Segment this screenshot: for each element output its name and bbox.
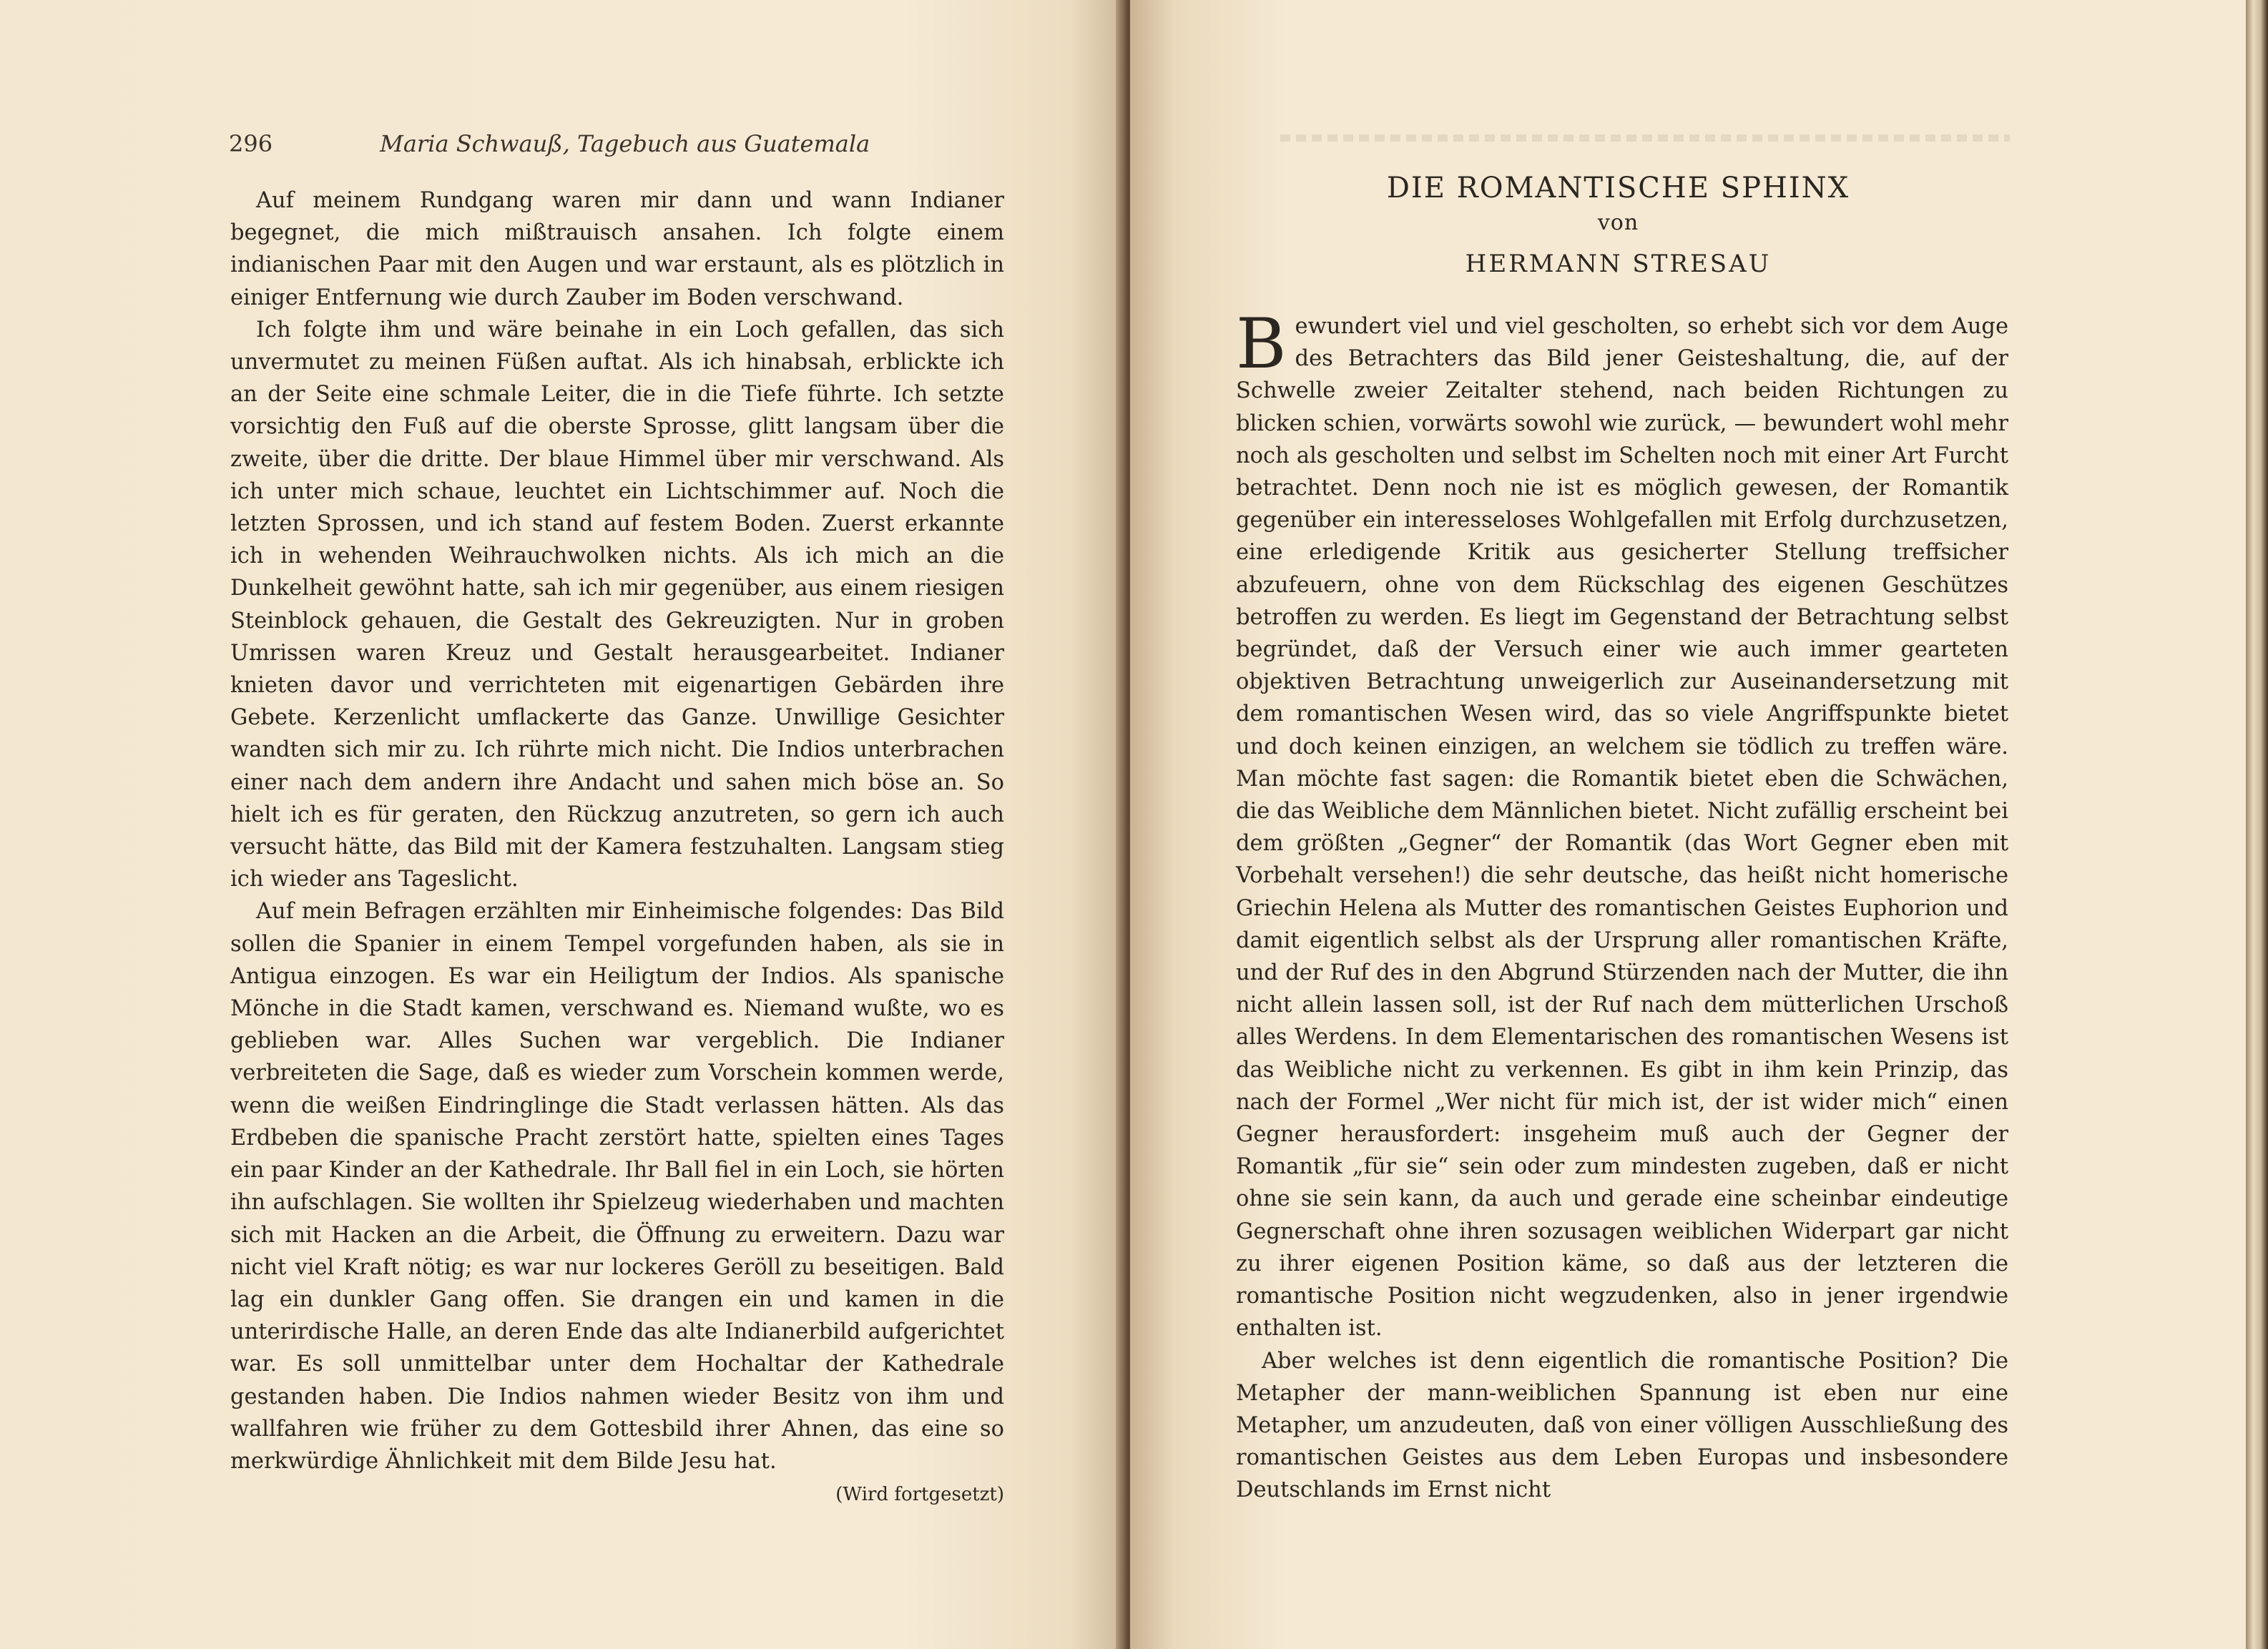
page-edge xyxy=(2246,0,2268,1649)
opening-text: ewundert viel und viel gescholten, so erhebt sich vor dem Auge des Betrachters das Bild jener Geisteshaltung, die, auf der Schwelle zweier Zeitalter stehend, nach beiden Richtungen zu blicken schien, vorwärts sowohl wie zurück, — bewundert wohl mehr noch als gescholten und selbst im Schelten noch mit einer Art Furcht betrachtet. Denn noch nie ist es möglich gewesen, der Romantik gegenüber ein interesseloses Wohlgefallen mit Erfolg durchzusetzen, eine erledigende Kritik aus gesicherter Stellung treffsicher abzufeuern, ohne von dem Rückschlag des eigenen Geschützes betroffen zu werden. Es liegt im Gegenstand der Betrachtung selbst begründet, daß der Versuch einer wie auch immer gearteten objektiven Betrachtung unweigerlich zur Auseinandersetzung mit dem romantischen Wesen wird, das so viele Angriffspunkte bietet und doch keinen einzigen, an welchem sie tödlich zu treffen wäre. Man möchte fast sagen: die Romantik bietet eben die Schwächen, die das Weibliche dem Männlichen bietet. Nicht zufällig erscheint bei dem größten „Gegner“ der Romantik (das Wort Gegner eben mit Vorbehalt versehen!) die sehr deutsche, das heißt nicht homerische Griechin Helena als Mutter des romantischen Geistes Euphorion und damit eigentlich selbst als der Ursprung aller romantischen Kräfte, und der Ruf des in den Abgrund Stürzenden nach der Mutter, die ihn nicht allein lassen soll, ist der Ruf nach dem mütterlichen Urschoß alles Werdens. In dem Elementarischen des romantischen Wesens ist das Weibliche nicht zu verkennen. Es gibt in ihm kein Prinzip, das nach der Formel „Wer nicht für mich ist, der ist wider mich“ einen Gegner herausfordert: insgeheim muß auch der Gegner der Romantik „für sie“ sein oder zum mindesten zugeben, daß er nicht ohne sie sein kann, da auch und gerade eine scheinbar eindeutige Gegnerschaft ohne ihren sozusagen weiblichen Widerpart gar nicht zu ihrer eigenen Position käme, so daß aus der letzteren die romantische Position nicht wegzudenken, also in jener irgendwie enthalten ist. xyxy=(1236,314,2008,1342)
continuation-note: (Wird fortgesetzt) xyxy=(835,1484,1004,1506)
byline-von: von xyxy=(1597,210,1639,235)
paragraph: Aber welches ist denn eigentlich die romantische Position? Die Metapher der mann-weiblichen Spannung ist eben nur eine Metapher, um anzudeuten, daß von einer völligen Ausschließung des romantischen Geistes aus dem Leben Europas und insbesondere Deutschlands im Ernst nicht xyxy=(1236,1348,2008,1503)
left-text-block xyxy=(230,184,1004,1511)
left-page xyxy=(0,0,1126,1649)
paragraph: Auf mein Befragen erzählten mir Einheimische folgendes: Das Bild sollen die Spanier in einem Tempel vorgefunden haben, als sie in Antigua einzogen. Es war ein Heiligtum der Indios. Als spanische Mönche in die Stadt kamen, verschwand es. Niemand wußte, wo es geblieben war. Alles Suchen war vergeblich. Die Indianer verbreiteten die Sage, daß es wieder zum Vorschein kommen werde, wenn die weißen Eindringlinge die Stadt verlassen hätten. Als das Erdbeben die spanische Pracht zerstört hatte, spielten eines Tages ein paar Kinder an der Kathedrale. Ihr Ball fiel in ein Loch, sie hörten ihn aufschlagen. Sie wollten ihr Spielzeug wiederhaben und machten sich mit Hacken an die Arbeit, die Öffnung zu erweitern. Dazu war nicht viel Kraft nötig; es war nur lockeres Geröll zu beseitigen. Bald lag ein dunkler Gang offen. Sie drangen ein und kamen in die unterirdische Halle, an deren Ende das alte Indianerbild aufgerichtet war. Es soll unmittelbar unter dem Hochaltar der Kathedrale gestanden haben. Die Indios nahmen wieder Besitz von ihm und wallfahren wie früher zu dem Gottesbild ihrer Ahnen, das eine so merkwürdige Ähnlichkeit mit dem Bilde Jesu hat. xyxy=(230,899,1004,1474)
running-head xyxy=(229,130,944,157)
right-text-block xyxy=(1236,304,2008,1507)
opening-paragraph xyxy=(1236,304,2008,1345)
article-author: HERMANN STRESAU xyxy=(1465,250,1772,278)
article-title: DIE ROMANTISCHE SPHINX xyxy=(1386,172,1850,205)
drop-cap: B xyxy=(1236,304,1287,384)
page-number: 296 xyxy=(229,130,273,157)
running-head-title: Maria Schwauß, Tagebuch aus Guatemala xyxy=(380,130,870,157)
paragraph: Auf meinem Rundgang waren mir dann und wann Indianer begegnet, die mich mißtrauisch ansahen. Ich folgte einem indianischen Paar mit den Augen und war erstaunt, als es plötzlich in einiger Entfernung wie durch Zauber im Boden verschwand. xyxy=(230,188,1004,310)
article-title-block xyxy=(1230,172,2006,278)
paragraph: Ich folgte ihm und wäre beinahe in ein Loch gefallen, das sich unvermutet zu meinen Füßen auftat. Als ich hinabsah, erblickte ich an der Seite eine schmale Leiter, die in die Tiefe führte. Ich setzte vorsichtig den Fuß auf die oberste Sprosse, glitt langsam über die zweite, über die dritte. Der blaue Himmel über mir verschwand. Als ich unter mich schaue, leuchtet ein Lichtschimmer auf. Noch die letzten Sprossen, und ich stand auf festem Boden. Zuerst erkannte ich in wehenden Weihrauchwolken nichts. Als ich mich an die Dunkelheit gewöhnt hatte, sah ich mir gegenüber, aus einem riesigen Steinblock gehauen, die Gestalt des Gekreuzigten. Nur in groben Umrissen waren Kreuz und Gestalt herausgearbeitet. Indianer knieten davor und verrichteten mit eigenartigen Gebärden ihre Gebete. Kerzenlicht umflackerte das Ganze. Unwillige Gesichter wandten sich mir zu. Ich rührte mich nicht. Die Indios unterbrachen einer nach dem andern ihre Andacht und sahen mich böse an. So hielt ich es für geraten, den Rückzug anzutreten, so gern ich auch versucht hätte, das Bild mit der Kamera festzuhalten. Langsam stieg ich wieder ans Tageslicht. xyxy=(230,317,1004,892)
show-through-text xyxy=(1280,134,2010,142)
